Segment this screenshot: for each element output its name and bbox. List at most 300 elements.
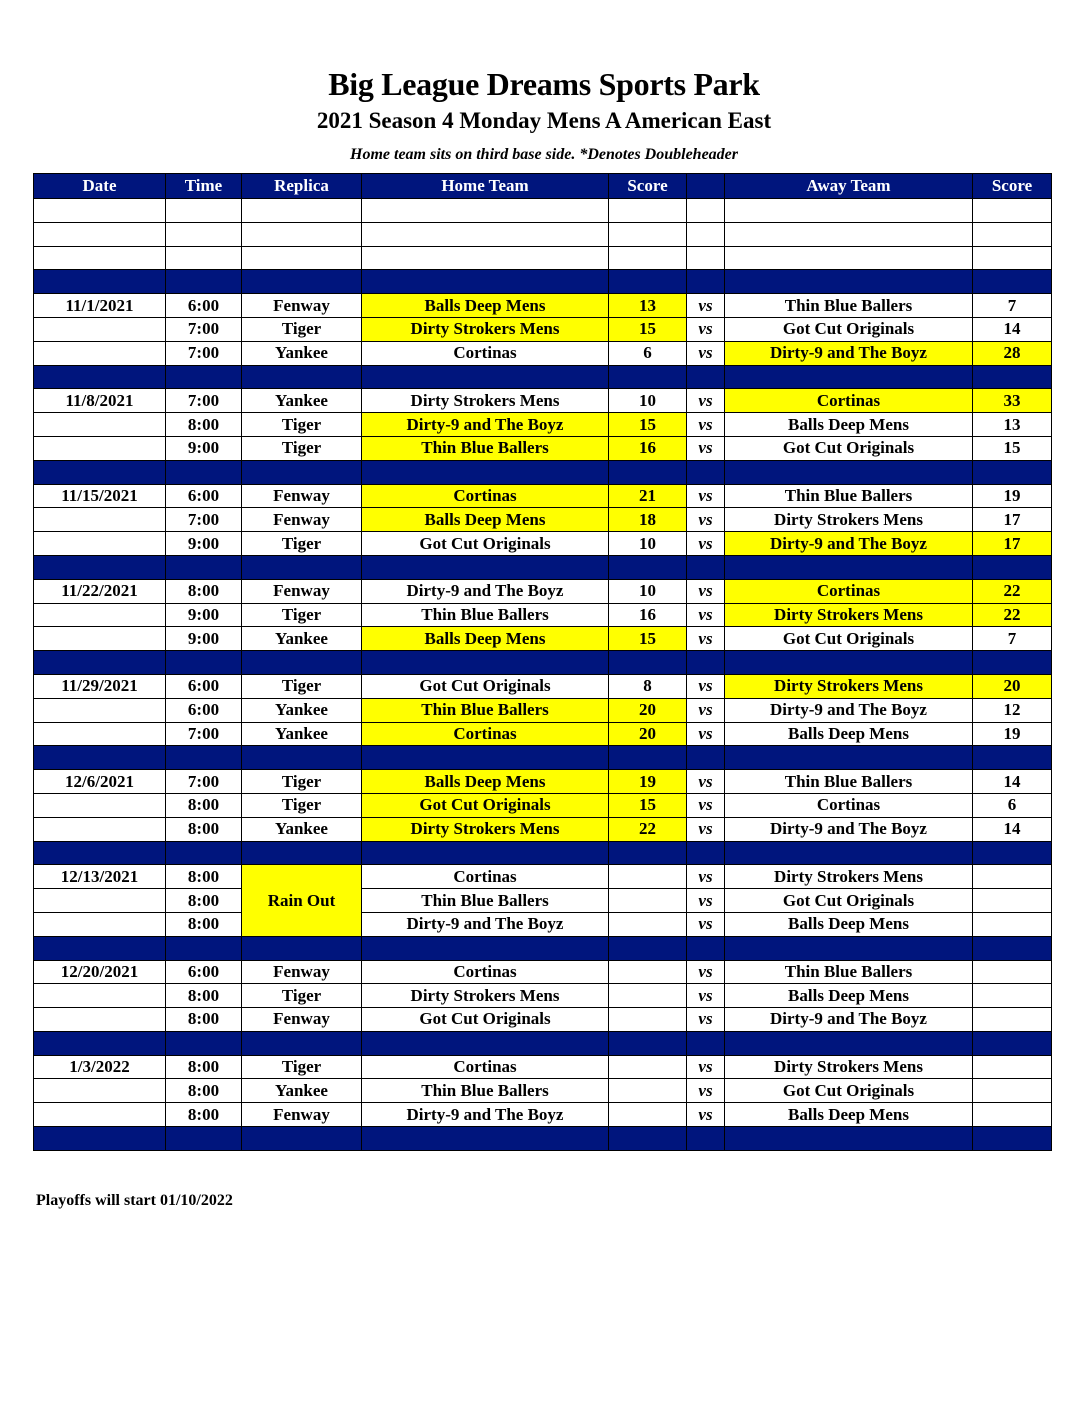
game-date xyxy=(34,1079,166,1103)
vs-label: vs xyxy=(687,627,725,651)
separator-cell xyxy=(34,746,166,770)
game-row xyxy=(34,389,1052,413)
game-time: 8:00 xyxy=(166,984,242,1008)
empty-row xyxy=(34,246,1052,270)
away-team: Balls Deep Mens xyxy=(725,984,973,1008)
game-date xyxy=(34,698,166,722)
week-separator-row xyxy=(34,746,1052,770)
header-date: Date xyxy=(34,174,166,199)
replica-field: Yankee xyxy=(242,341,362,365)
away-score: 14 xyxy=(973,770,1052,794)
away-score: 7 xyxy=(973,627,1052,651)
separator-cell xyxy=(725,936,973,960)
home-team: Dirty-9 and The Boyz xyxy=(362,912,609,936)
away-team: Dirty Strokers Mens xyxy=(725,508,973,532)
home-team: Balls Deep Mens xyxy=(362,627,609,651)
game-time: 7:00 xyxy=(166,389,242,413)
away-team: Thin Blue Ballers xyxy=(725,484,973,508)
replica-field: Tiger xyxy=(242,770,362,794)
away-score: 17 xyxy=(973,532,1052,556)
header-row xyxy=(34,174,1052,199)
game-date xyxy=(34,341,166,365)
vs-label: vs xyxy=(687,889,725,913)
home-team: Dirty Strokers Mens xyxy=(362,817,609,841)
home-team: Cortinas xyxy=(362,722,609,746)
separator-cell xyxy=(609,270,687,294)
home-team: Got Cut Originals xyxy=(362,793,609,817)
vs-label: vs xyxy=(687,1008,725,1032)
replica-field: Yankee xyxy=(242,698,362,722)
page-title: Big League Dreams Sports Park xyxy=(328,66,760,102)
home-team: Cortinas xyxy=(362,1055,609,1079)
vs-label: vs xyxy=(687,532,725,556)
game-row xyxy=(34,317,1052,341)
home-score: 15 xyxy=(609,413,687,437)
vs-label: vs xyxy=(687,317,725,341)
separator-cell xyxy=(609,460,687,484)
rain-out-cell: Rain Out xyxy=(242,865,362,936)
game-row xyxy=(34,532,1052,556)
replica-field: Fenway xyxy=(242,484,362,508)
vs-label: vs xyxy=(687,579,725,603)
empty-cell xyxy=(166,222,242,246)
away-team: Cortinas xyxy=(725,579,973,603)
home-team: Cortinas xyxy=(362,341,609,365)
away-team: Got Cut Originals xyxy=(725,889,973,913)
away-score: 19 xyxy=(973,722,1052,746)
vs-label: vs xyxy=(687,484,725,508)
home-team: Dirty-9 and The Boyz xyxy=(362,413,609,437)
separator-cell xyxy=(242,270,362,294)
game-time: 8:00 xyxy=(166,579,242,603)
away-team: Dirty-9 and The Boyz xyxy=(725,817,973,841)
vs-label: vs xyxy=(687,436,725,460)
replica-field: Tiger xyxy=(242,603,362,627)
separator-cell xyxy=(687,1127,725,1151)
game-row xyxy=(34,984,1052,1008)
home-score: 22 xyxy=(609,817,687,841)
away-team: Thin Blue Ballers xyxy=(725,770,973,794)
home-team: Got Cut Originals xyxy=(362,1008,609,1032)
game-row xyxy=(34,436,1052,460)
separator-cell xyxy=(362,555,609,579)
home-team: Balls Deep Mens xyxy=(362,508,609,532)
home-team: Dirty Strokers Mens xyxy=(362,984,609,1008)
game-row xyxy=(34,603,1052,627)
separator-cell xyxy=(362,1031,609,1055)
week-separator-row xyxy=(34,651,1052,675)
game-date xyxy=(34,508,166,532)
vs-label: vs xyxy=(687,817,725,841)
header-away-score: Score xyxy=(973,174,1052,199)
home-score: 20 xyxy=(609,722,687,746)
home-team: Thin Blue Ballers xyxy=(362,1079,609,1103)
home-score xyxy=(609,912,687,936)
empty-cell xyxy=(687,199,725,223)
separator-cell xyxy=(687,270,725,294)
home-score: 19 xyxy=(609,770,687,794)
vs-label: vs xyxy=(687,674,725,698)
playoffs-note: Playoffs will start 01/10/2022 xyxy=(36,1192,233,1209)
week-separator-row xyxy=(34,365,1052,389)
away-team: Balls Deep Mens xyxy=(725,1103,973,1127)
separator-cell xyxy=(34,841,166,865)
week-separator-row xyxy=(34,936,1052,960)
game-date xyxy=(34,984,166,1008)
home-score: 16 xyxy=(609,436,687,460)
game-row xyxy=(34,579,1052,603)
home-score xyxy=(609,1079,687,1103)
game-date xyxy=(34,317,166,341)
away-score: 14 xyxy=(973,817,1052,841)
vs-label: vs xyxy=(687,389,725,413)
away-score xyxy=(973,912,1052,936)
away-score: 7 xyxy=(973,294,1052,318)
vs-label: vs xyxy=(687,865,725,889)
home-score xyxy=(609,1103,687,1127)
replica-field: Tiger xyxy=(242,532,362,556)
home-team: Balls Deep Mens xyxy=(362,294,609,318)
empty-row xyxy=(34,199,1052,223)
separator-cell xyxy=(34,1127,166,1151)
separator-cell xyxy=(242,460,362,484)
replica-field: Tiger xyxy=(242,793,362,817)
game-time: 7:00 xyxy=(166,770,242,794)
empty-cell xyxy=(687,246,725,270)
away-team: Got Cut Originals xyxy=(725,436,973,460)
separator-cell xyxy=(687,936,725,960)
game-date xyxy=(34,722,166,746)
home-team: Cortinas xyxy=(362,960,609,984)
separator-cell xyxy=(973,460,1052,484)
page-subtitle: 2021 Season 4 Monday Mens A American East xyxy=(316,108,772,133)
away-team: Dirty-9 and The Boyz xyxy=(725,1008,973,1032)
separator-cell xyxy=(687,651,725,675)
home-score: 16 xyxy=(609,603,687,627)
separator-cell xyxy=(609,841,687,865)
replica-field: Tiger xyxy=(242,674,362,698)
empty-cell xyxy=(34,222,166,246)
vs-label: vs xyxy=(687,770,725,794)
game-row xyxy=(34,1103,1052,1127)
game-time: 8:00 xyxy=(166,817,242,841)
replica-field: Yankee xyxy=(242,627,362,651)
away-team: Dirty Strokers Mens xyxy=(725,674,973,698)
away-team: Dirty-9 and The Boyz xyxy=(725,341,973,365)
home-team: Got Cut Originals xyxy=(362,674,609,698)
home-team: Dirty-9 and The Boyz xyxy=(362,579,609,603)
separator-cell xyxy=(242,651,362,675)
separator-cell xyxy=(609,555,687,579)
game-row xyxy=(34,508,1052,532)
home-team: Dirty-9 and The Boyz xyxy=(362,1103,609,1127)
game-date: 12/13/2021 xyxy=(34,865,166,889)
header-replica: Replica xyxy=(242,174,362,199)
replica-field: Fenway xyxy=(242,294,362,318)
away-team: Cortinas xyxy=(725,389,973,413)
header-time: Time xyxy=(166,174,242,199)
separator-cell xyxy=(725,1127,973,1151)
home-score: 6 xyxy=(609,341,687,365)
home-score: 18 xyxy=(609,508,687,532)
separator-cell xyxy=(166,1127,242,1151)
game-date: 11/29/2021 xyxy=(34,674,166,698)
home-score xyxy=(609,889,687,913)
separator-cell xyxy=(725,746,973,770)
separator-cell xyxy=(725,555,973,579)
separator-cell xyxy=(725,270,973,294)
empty-row xyxy=(34,222,1052,246)
separator-cell xyxy=(973,1031,1052,1055)
empty-cell xyxy=(973,199,1052,223)
separator-cell xyxy=(166,651,242,675)
game-date: 12/6/2021 xyxy=(34,770,166,794)
away-score: 15 xyxy=(973,436,1052,460)
game-date xyxy=(34,436,166,460)
week-separator-row xyxy=(34,1127,1052,1151)
replica-field: Fenway xyxy=(242,579,362,603)
away-score: 12 xyxy=(973,698,1052,722)
separator-cell xyxy=(362,270,609,294)
replica-field: Yankee xyxy=(242,1079,362,1103)
away-score xyxy=(973,984,1052,1008)
separator-cell xyxy=(687,841,725,865)
vs-label: vs xyxy=(687,912,725,936)
away-score: 13 xyxy=(973,413,1052,437)
separator-cell xyxy=(687,1031,725,1055)
separator-cell xyxy=(687,460,725,484)
home-team: Thin Blue Ballers xyxy=(362,889,609,913)
replica-field: Fenway xyxy=(242,960,362,984)
separator-cell xyxy=(973,651,1052,675)
vs-label: vs xyxy=(687,722,725,746)
separator-cell xyxy=(687,555,725,579)
vs-label: vs xyxy=(687,603,725,627)
separator-cell xyxy=(362,365,609,389)
game-time: 6:00 xyxy=(166,674,242,698)
header-home-team: Home Team xyxy=(362,174,609,199)
separator-cell xyxy=(362,841,609,865)
schedule-body xyxy=(34,199,1052,1151)
away-score: 19 xyxy=(973,484,1052,508)
away-team: Balls Deep Mens xyxy=(725,722,973,746)
separator-cell xyxy=(34,1031,166,1055)
replica-field: Tiger xyxy=(242,436,362,460)
game-row xyxy=(34,1055,1052,1079)
separator-cell xyxy=(725,460,973,484)
week-separator-row xyxy=(34,555,1052,579)
game-time: 8:00 xyxy=(166,1008,242,1032)
game-time: 8:00 xyxy=(166,413,242,437)
week-separator-row xyxy=(34,1031,1052,1055)
away-score xyxy=(973,1008,1052,1032)
home-score: 15 xyxy=(609,627,687,651)
empty-cell xyxy=(34,199,166,223)
separator-cell xyxy=(34,365,166,389)
header-away-team: Away Team xyxy=(725,174,973,199)
game-time: 6:00 xyxy=(166,484,242,508)
game-row xyxy=(34,1079,1052,1103)
empty-cell xyxy=(166,199,242,223)
separator-cell xyxy=(242,746,362,770)
empty-cell xyxy=(362,199,609,223)
separator-cell xyxy=(166,936,242,960)
separator-cell xyxy=(725,841,973,865)
empty-cell xyxy=(609,246,687,270)
game-row xyxy=(34,865,1052,889)
empty-cell xyxy=(34,246,166,270)
week-separator-row xyxy=(34,460,1052,484)
away-score xyxy=(973,889,1052,913)
separator-cell xyxy=(973,555,1052,579)
game-date: 1/3/2022 xyxy=(34,1055,166,1079)
home-score: 20 xyxy=(609,698,687,722)
game-time: 6:00 xyxy=(166,960,242,984)
replica-field: Fenway xyxy=(242,1008,362,1032)
game-time: 8:00 xyxy=(166,1079,242,1103)
separator-cell xyxy=(362,460,609,484)
home-team: Thin Blue Ballers xyxy=(362,698,609,722)
game-time: 9:00 xyxy=(166,532,242,556)
empty-cell xyxy=(725,222,973,246)
away-team: Got Cut Originals xyxy=(725,317,973,341)
replica-field: Fenway xyxy=(242,1103,362,1127)
game-date xyxy=(34,413,166,437)
game-date xyxy=(34,889,166,913)
away-team: Got Cut Originals xyxy=(725,1079,973,1103)
game-date xyxy=(34,532,166,556)
game-time: 9:00 xyxy=(166,627,242,651)
game-time: 7:00 xyxy=(166,317,242,341)
separator-cell xyxy=(166,270,242,294)
empty-cell xyxy=(242,246,362,270)
empty-cell xyxy=(242,222,362,246)
home-team: Cortinas xyxy=(362,865,609,889)
away-score: 28 xyxy=(973,341,1052,365)
replica-field: Yankee xyxy=(242,817,362,841)
game-date: 11/8/2021 xyxy=(34,389,166,413)
vs-label: vs xyxy=(687,984,725,1008)
separator-cell xyxy=(34,460,166,484)
separator-cell xyxy=(242,841,362,865)
separator-cell xyxy=(166,841,242,865)
home-score xyxy=(609,865,687,889)
separator-cell xyxy=(973,365,1052,389)
game-row xyxy=(34,770,1052,794)
home-team: Balls Deep Mens xyxy=(362,770,609,794)
home-team: Dirty Strokers Mens xyxy=(362,389,609,413)
game-row xyxy=(34,294,1052,318)
home-score xyxy=(609,984,687,1008)
game-date xyxy=(34,817,166,841)
game-row xyxy=(34,674,1052,698)
separator-cell xyxy=(725,1031,973,1055)
vs-label: vs xyxy=(687,960,725,984)
empty-cell xyxy=(725,199,973,223)
empty-cell xyxy=(242,199,362,223)
vs-label: vs xyxy=(687,341,725,365)
home-score: 10 xyxy=(609,579,687,603)
away-team: Got Cut Originals xyxy=(725,627,973,651)
home-score xyxy=(609,1055,687,1079)
vs-label: vs xyxy=(687,1055,725,1079)
separator-cell xyxy=(242,555,362,579)
replica-field: Tiger xyxy=(242,984,362,1008)
empty-cell xyxy=(362,222,609,246)
game-time: 8:00 xyxy=(166,1103,242,1127)
game-row xyxy=(34,1008,1052,1032)
game-row xyxy=(34,484,1052,508)
home-score: 13 xyxy=(609,294,687,318)
separator-cell xyxy=(973,936,1052,960)
separator-cell xyxy=(973,746,1052,770)
game-time: 6:00 xyxy=(166,294,242,318)
separator-cell xyxy=(609,936,687,960)
game-row xyxy=(34,627,1052,651)
separator-cell xyxy=(34,651,166,675)
empty-cell xyxy=(166,246,242,270)
away-score: 14 xyxy=(973,317,1052,341)
home-score: 15 xyxy=(609,317,687,341)
home-score: 15 xyxy=(609,793,687,817)
game-time: 8:00 xyxy=(166,889,242,913)
home-team: Cortinas xyxy=(362,484,609,508)
separator-cell xyxy=(34,270,166,294)
separator-cell xyxy=(725,651,973,675)
game-date: 12/20/2021 xyxy=(34,960,166,984)
game-row xyxy=(34,889,1052,913)
separator-cell xyxy=(242,1127,362,1151)
separator-cell xyxy=(34,936,166,960)
separator-cell xyxy=(362,746,609,770)
away-score: 33 xyxy=(973,389,1052,413)
home-team: Thin Blue Ballers xyxy=(362,436,609,460)
schedule-note: Home team sits on third base side. *Denotes Doubleheader xyxy=(350,146,738,163)
game-time: 8:00 xyxy=(166,1055,242,1079)
separator-cell xyxy=(166,365,242,389)
home-team: Thin Blue Ballers xyxy=(362,603,609,627)
away-score: 22 xyxy=(973,603,1052,627)
game-row xyxy=(34,722,1052,746)
empty-cell xyxy=(973,246,1052,270)
separator-cell xyxy=(609,651,687,675)
empty-cell xyxy=(687,222,725,246)
away-team: Thin Blue Ballers xyxy=(725,960,973,984)
separator-cell xyxy=(609,746,687,770)
game-time: 7:00 xyxy=(166,341,242,365)
away-score xyxy=(973,960,1052,984)
away-team: Dirty-9 and The Boyz xyxy=(725,532,973,556)
empty-cell xyxy=(609,222,687,246)
separator-cell xyxy=(166,555,242,579)
game-date xyxy=(34,627,166,651)
separator-cell xyxy=(973,270,1052,294)
replica-field: Fenway xyxy=(242,508,362,532)
game-time: 8:00 xyxy=(166,793,242,817)
replica-field: Yankee xyxy=(242,389,362,413)
header-vs xyxy=(687,174,725,199)
home-team: Dirty Strokers Mens xyxy=(362,317,609,341)
game-date: 11/1/2021 xyxy=(34,294,166,318)
game-row xyxy=(34,698,1052,722)
away-score: 6 xyxy=(973,793,1052,817)
separator-cell xyxy=(362,936,609,960)
separator-cell xyxy=(166,746,242,770)
home-score xyxy=(609,1008,687,1032)
separator-cell xyxy=(609,365,687,389)
home-score: 21 xyxy=(609,484,687,508)
away-team: Dirty Strokers Mens xyxy=(725,603,973,627)
